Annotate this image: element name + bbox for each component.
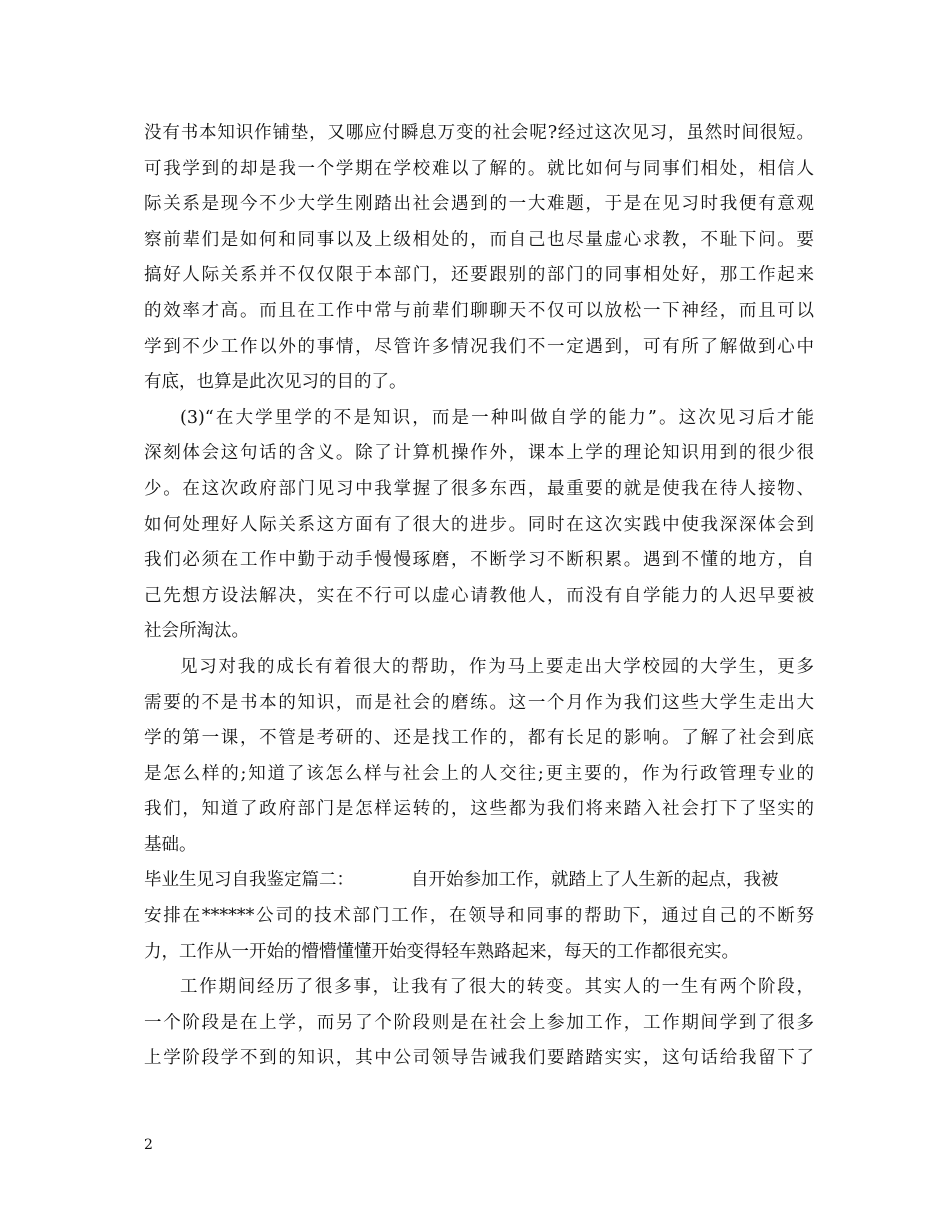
text-line: 力，工作从一开始的懵懵懂懂开始变得轻车熟路起来，每天的工作都很充实。 (144, 941, 739, 962)
text-line: 察前辈们是如何和同事以及上级相处的，而自己也尽量虚心求教，不耻下问。要 (144, 229, 814, 250)
text-line: 工作期间经历了很多事，让我有了很大的转变。其实人的一生有两个阶段， (180, 977, 814, 998)
text-line: 搞好人际关系并不仅仅限于本部门，还要跟别的部门的同事相处好，那工作起来 (144, 265, 814, 286)
text-line: 己先想方设法解决，实在不行可以虚心请教他人，而没有自学能力的人迟早要被 (144, 585, 814, 606)
text-line: 我们，知道了政府部门是怎样运转的，这些都为我们将来踏入社会打下了坚实的 (144, 799, 814, 820)
text-line: 的效率才高。而且在工作中常与前辈们聊聊天不仅可以放松一下神经，而且可以 (144, 300, 814, 321)
text-line: 学到不少工作以外的事情，尽管许多情况我们不一定遇到，可有所了解做到心中 (144, 336, 814, 357)
section-heading: 毕业生见习自我鉴定篇二： (144, 870, 354, 891)
text-segment: 自开始参加工作，就踏上了人生新的起点，我被 (411, 870, 779, 891)
text-line: 基础。 (144, 834, 197, 855)
text-line: 际关系是现今不少大学生刚踏出社会遇到的一大难题，于是在见习时我便有意观 (144, 194, 814, 215)
text-line: 上学阶段学不到的知识，其中公司领导告诫我们要踏踏实实，这句话给我留下了 (144, 1048, 814, 1069)
text-line: 是怎么样的;知道了该怎么样与社会上的人交往;更主要的，作为行政管理专业的 (144, 763, 814, 784)
page-number: 2 (144, 1137, 153, 1153)
section-heading-line (144, 863, 814, 899)
text-line: 我们必须在工作中勤于动手慢慢琢磨，不断学习不断积累。遇到不懂的地方，自 (144, 550, 814, 571)
text-line: 学的第一课，不管是考研的、还是找工作的，都有长足的影响。了解了社会到底 (144, 728, 814, 749)
text-line: 如何处理好人际关系这方面有了很大的进步。同时在这次实践中使我深深体会到 (144, 514, 814, 535)
text-line: 少。在这次政府部门见习中我掌握了很多东西，最重要的就是使我在待人接物、 (144, 478, 814, 499)
text-line: 见习对我的成长有着很大的帮助，作为马上要走出大学校园的大学生，更多 (180, 656, 814, 677)
text-line: 有底，也算是此次见习的目的了。 (144, 372, 407, 393)
text-line: 安排在******公司的技术部门工作，在领导和同事的帮助下，通过自己的不断努 (144, 906, 814, 927)
text-line: 需要的不是书本的知识，而是社会的磨练。这一个月作为我们这些大学生走出大 (144, 692, 814, 713)
text-line: (3)“在大学里学的不是知识，而是一种叫做自学的能力”。这次见习后才能 (180, 407, 814, 428)
body-text (144, 116, 814, 1077)
text-line: 没有书本知识作铺垫，又哪应付瞬息万变的社会呢?经过这次见习，虽然时间很短。 (144, 123, 814, 143)
text-line: 深刻体会这句话的含义。除了计算机操作外，课本上学的理论知识用到的很少很 (144, 443, 814, 464)
text-line: 社会所淘汰。 (144, 621, 249, 642)
text-line: 可我学到的却是我一个学期在学校难以了解的。就比如何与同事们相处，相信人 (144, 158, 814, 179)
text-line: 一个阶段是在上学，而另了个阶段则是在社会上参加工作，工作期间学到了很多 (144, 1012, 814, 1033)
